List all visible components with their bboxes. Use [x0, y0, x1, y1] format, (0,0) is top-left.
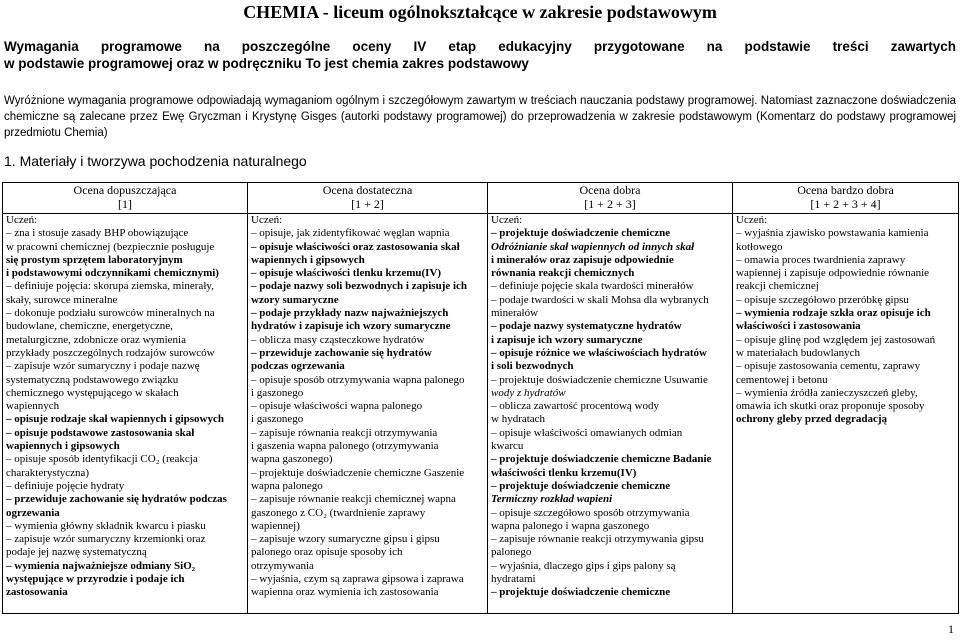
requirement-line: palonego	[491, 546, 532, 559]
requirement-line: przykłady poszczególnych rodzajów surowców	[6, 346, 215, 359]
requirement-line: – opisuje właściwości omawianych odmian	[491, 426, 683, 439]
requirement-line: – opisuje właściwości oraz zastosowania skał	[251, 240, 460, 253]
requirement-line: hydratami	[491, 573, 536, 586]
requirement-line: w pracowni chemicznej (bezpiecznie posługuje	[6, 240, 215, 253]
requirement-line: wapiennych i gipsowych	[6, 440, 120, 453]
requirement-line: w hydratach	[491, 413, 546, 426]
requirement-line: Termiczny rozkład wapieni	[491, 493, 613, 506]
requirement-line: – opisuje sposób identyfikacji CO₂ (reakcja	[6, 453, 198, 466]
requirement-line: – projektuje doświadczenie chemiczne Gaszenie	[251, 466, 465, 479]
requirement-line: – podaje nazwy soli bezwodnych i zapisuje ich	[251, 280, 468, 293]
intro-heading	[4, 38, 956, 72]
column-dopuszczajaca	[3, 214, 248, 614]
requirement-line: się prostym sprzętem laboratoryjnym	[6, 253, 183, 266]
requirement-line: i gaszonego	[251, 413, 304, 426]
requirement-line: charakterystyczna)	[6, 466, 90, 479]
requirement-line: – projektuje doświadczenie chemiczne Usuwanie	[491, 373, 708, 386]
requirement-line: Uczeń:	[251, 214, 283, 226]
requirement-line: wapienna oraz wymienia ich zastosowania	[251, 586, 439, 599]
requirement-line: występujące w przyrodzie i podaje ich	[6, 573, 185, 586]
requirement-line: – opisuje właściwości wapna palonego	[251, 400, 423, 413]
requirement-line: minerałów	[491, 307, 539, 320]
requirement-line: i gaszenia wapna palonego (otrzymywania	[251, 440, 439, 453]
column-dobra	[488, 214, 733, 614]
requirement-line: i gaszonego	[251, 386, 304, 399]
requirement-line: – wymienia źródła zanieczyszczeń gleby,	[736, 386, 918, 399]
requirement-line: systematyczną podstawowego związku	[6, 373, 179, 386]
document-title: CHEMIA - liceum ogólnokształcące w zakresie podstawowym	[243, 2, 717, 22]
requirement-line: wapna gaszonego)	[251, 453, 333, 466]
requirement-line: wapiennych	[6, 400, 60, 413]
requirement-line: kotłowego	[736, 240, 783, 253]
requirement-line: – opisuje różnice we właściwościach hydratów	[491, 346, 708, 359]
requirement-line: wzory sumaryczne	[251, 293, 339, 306]
requirement-line: skały, surowce mineralne	[6, 293, 118, 306]
column-bardzo-dobra	[733, 214, 959, 614]
requirement-line: podczas ogrzewania	[251, 360, 345, 373]
requirement-line: – przewiduje zachowanie się hydratów	[251, 346, 432, 359]
requirement-line: Uczeń:	[491, 214, 523, 226]
requirement-line: – wymienia rodzaje szkła oraz opisuje ich	[736, 307, 931, 320]
requirement-line: zastosowania	[6, 586, 68, 599]
requirement-line: – opisuje glinę pod względem jej zastosowań	[736, 333, 936, 346]
requirement-line: – definiuje pojęcia: skorupa ziemska, minerały,	[6, 280, 214, 293]
requirement-line: – opisuje szczegółowo przeróbkę gipsu	[736, 293, 909, 306]
table-header-row	[3, 183, 959, 214]
requirement-line: – zna i stosuje zasady BHP obowiązujące	[6, 227, 189, 240]
requirement-line: – wymienia główny składnik kwarcu i piasku	[6, 519, 206, 532]
header-cell: Ocena dostateczna [1 + 2]	[248, 183, 488, 214]
requirement-line: – podaje nazwy systematyczne hydratów	[491, 320, 682, 333]
description-paragraph: Wyróżnione wymagania programowe odpowiadają wymaganiom ogólnym i szczegółowym zawartym w treściach nauczania podstawy programowej. Natomiast zaznaczone doświadczenia chemiczne są zalecane przez Ewę Gryczman i Krystynę Gisges (autorki podstawy programowej) do przeprowadzenia w zakresie podstawowym (Komentarz do podstawy programowej przedmiotu Chemia)	[4, 95, 956, 139]
intro-line-1: Wymagania programowe na poszczególne oceny IV etap edukacyjny przygotowane na podstawie treści zawartych	[4, 39, 956, 54]
requirement-line: ochrony gleby przed degradacją	[736, 413, 888, 426]
requirement-line: – opisuje sposób otrzymywania wapna palonego	[251, 373, 465, 386]
requirement-line: i minerałów oraz zapisuje odpowiednie	[491, 253, 674, 266]
requirement-line: wapna palonego i wapna gaszonego	[491, 519, 650, 532]
requirement-line: chemicznego występującego w skałach	[6, 386, 179, 399]
requirement-line: i podstawowymi odczynnikami chemicznymi)	[6, 267, 219, 280]
requirement-line: cementowej i betonu	[736, 373, 828, 386]
requirement-line: w materiałach budowlanych	[736, 346, 861, 359]
requirement-line: Uczeń:	[6, 214, 38, 226]
requirement-line: – projektuje doświadczenie chemiczne Badanie	[491, 453, 712, 466]
requirement-line: – zapisuje równania reakcji otrzymywania	[251, 426, 438, 439]
requirement-line: wapiennej i zapisuje odpowiednie równanie	[736, 267, 930, 280]
requirement-line: – opisuje zastosowania cementu, zaprawy	[736, 360, 921, 373]
requirement-line: – definiuje pojęcie skala twardości minerałów	[491, 280, 694, 293]
requirement-line: – wyjaśnia zjawisko powstawania kamienia	[736, 227, 929, 240]
requirement-line: wapna palonego	[251, 479, 323, 492]
requirement-line: kwarcu	[491, 440, 524, 453]
column-dostateczna	[248, 214, 488, 614]
requirement-line: – projektuje doświadczenie chemiczne	[491, 227, 671, 240]
requirement-line: gaszonego z CO₂ (twardnienie zaprawy	[251, 506, 426, 519]
requirement-line: – zapisuje wzory sumaryczne gipsu i gipsu	[251, 533, 440, 546]
requirement-line: palonego oraz opisuje sposoby ich	[251, 546, 403, 559]
requirement-line: – opisuje podstawowe zastosowania skał	[6, 426, 195, 439]
requirement-line: omawia ich skutki oraz proponuje sposoby	[736, 400, 925, 413]
requirement-line: – wyjaśnia, dlaczego gips i gips palony są	[491, 559, 676, 572]
requirement-line: właściwości i zastosowania	[736, 320, 861, 333]
requirement-line: – oblicza zawartość procentową wody	[491, 400, 659, 413]
requirement-line: – omawia proces twardnienia zaprawy	[736, 253, 906, 266]
requirement-line: – zapisuje wzór sumaryczny krzemionki oraz	[6, 533, 206, 546]
requirement-line: – przewiduje zachowanie się hydratów podczas	[6, 493, 227, 506]
requirement-line: ogrzewania	[6, 506, 60, 519]
requirement-line: – opisuje właściwości tlenku krzemu(IV)	[251, 267, 442, 280]
requirement-line: i zapisuje ich wzory sumaryczne	[491, 333, 643, 346]
requirement-line: – projektuje doświadczenie chemiczne	[491, 479, 671, 492]
header-cell: Ocena dopuszczająca [1]	[3, 183, 248, 214]
requirement-line: właściwości tlenku krzemu(IV)	[491, 466, 637, 479]
requirement-line: równania reakcji chemicznych	[491, 267, 635, 280]
requirement-line: i soli bezwodnych	[491, 360, 574, 373]
requirement-line: wapiennych i gipsowych	[251, 253, 365, 266]
intro-line-2: w podstawie programowej oraz w podręczniku To jest chemia zakres podstawowy	[4, 56, 529, 71]
requirement-line: reakcji chemicznej	[736, 280, 819, 293]
requirement-line: – podaje twardości w skali Mohsa dla wybranych	[491, 293, 709, 306]
requirement-line: – dokonuje podziału surowców mineralnych na	[6, 307, 215, 320]
requirement-line: – definiuje pojęcie hydraty	[6, 479, 125, 492]
requirements-table	[2, 182, 959, 614]
requirement-line: Odróżnianie skał wapiennych od innych skał	[491, 240, 695, 253]
table-body-row	[3, 214, 959, 614]
page-number: 1	[948, 622, 954, 636]
requirement-line: – zapisuje wzór sumaryczny i podaje nazwę	[6, 360, 200, 373]
requirement-line: – opisuje, jak zidentyfikować węglan wapnia	[251, 227, 450, 240]
header-cell: Ocena dobra [1 + 2 + 3]	[488, 183, 733, 214]
requirement-line: – podaje przykłady nazw najważniejszych	[251, 307, 449, 320]
requirement-line: – zapisuje równanie reakcji chemicznej wapna	[251, 493, 456, 506]
requirement-line: budowlane, chemiczne, energetyczne,	[6, 320, 173, 333]
section-heading: 1. Materiały i tworzywa pochodzenia naturalnego	[4, 153, 307, 169]
requirement-line: otrzymywania	[251, 559, 314, 572]
requirement-line: podaje jej nazwę systematyczną	[6, 546, 147, 559]
requirement-line: – zapisuje równanie reakcji otrzymywania gipsu	[491, 533, 704, 546]
requirement-line: wody z hydratów	[491, 386, 566, 399]
requirement-line: – opisuje szczegółowo sposób otrzymywania	[491, 506, 690, 519]
requirement-line: – wymienia najważniejsze odmiany SiO₂	[6, 559, 196, 572]
requirement-line: – oblicza masy cząsteczkowe hydratów	[251, 333, 425, 346]
requirement-line: Uczeń:	[736, 214, 768, 226]
requirement-line: – wyjaśnia, czym są zaprawa gipsowa i zaprawa	[251, 573, 464, 586]
requirement-line: hydratów i zapisuje ich wzory sumaryczne	[251, 320, 451, 333]
requirement-line: wapiennej)	[251, 519, 300, 532]
header-cell: Ocena bardzo dobra [1 + 2 + 3 + 4]	[733, 183, 959, 214]
requirement-line: metalurgiczne, zdobnicze oraz wymienia	[6, 333, 186, 346]
requirement-line: – projektuje doświadczenie chemiczne	[491, 586, 671, 599]
requirement-line: – opisuje rodzaje skał wapiennych i gipsowych	[6, 413, 224, 426]
